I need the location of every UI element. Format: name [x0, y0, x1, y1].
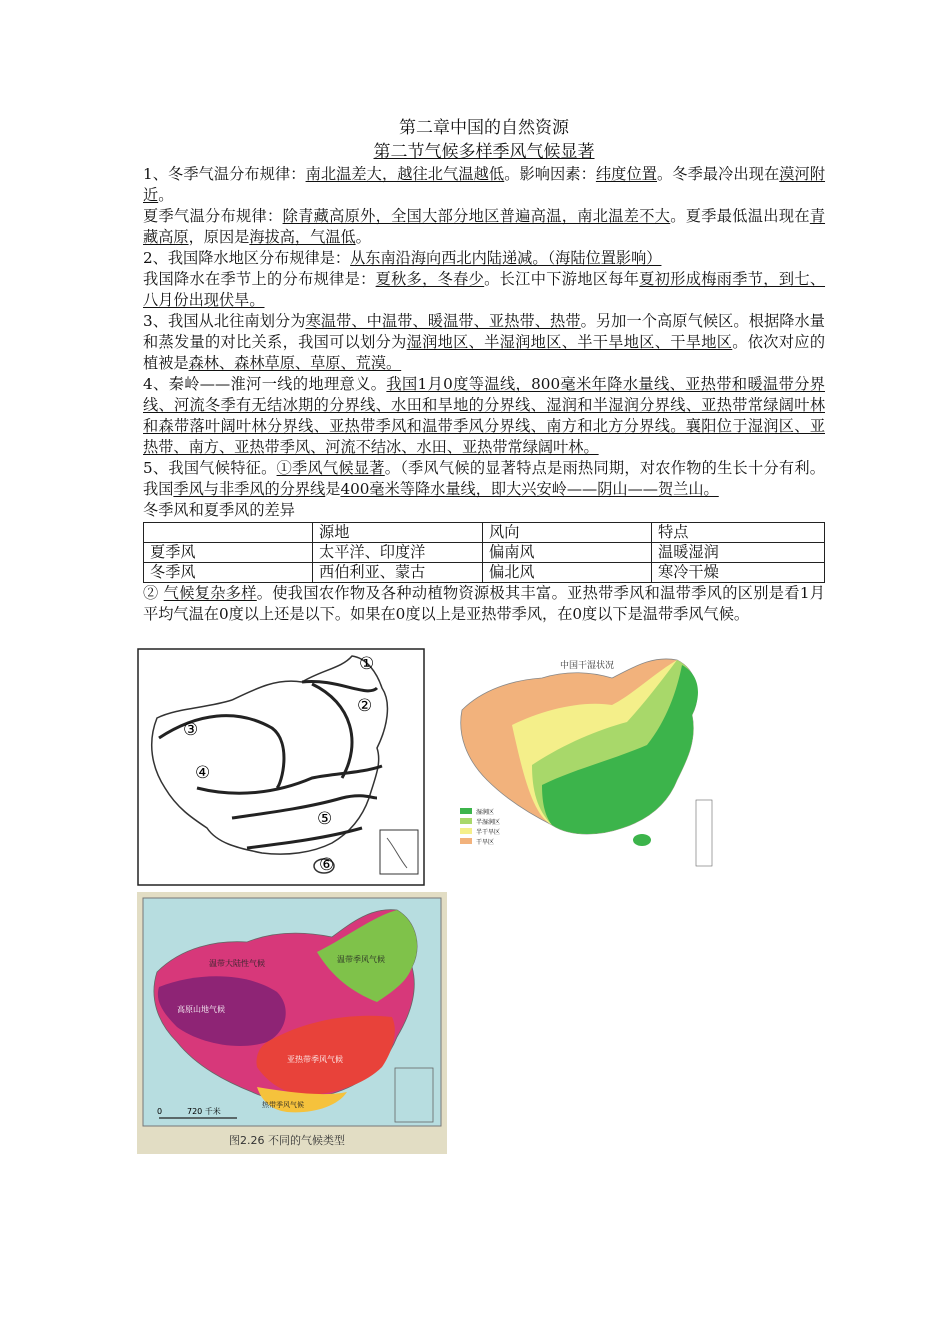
section-title: 第二节气候多样季风气候显著 — [373, 142, 595, 162]
text: 。依次对应的植被是 — [143, 333, 826, 372]
text: 。 — [158, 186, 174, 204]
underlined-text: 森林、森林草原、草原、荒漠。 — [188, 354, 402, 372]
table-header-row — [144, 523, 825, 543]
table-cell: 风向 — [483, 523, 652, 543]
legend-label: 湿润区 — [476, 809, 495, 816]
text: 1、冬季气温分布规律： — [143, 165, 306, 183]
underlined-text: ①季风气候显著 — [276, 459, 385, 477]
text: 。夏季最低温出现在 — [670, 207, 810, 225]
underlined-text: 除青藏高原外，全国大部分地区普遍高温，南北温差不大 — [282, 207, 671, 225]
region-label: 温带大陆性气候 — [209, 959, 265, 968]
dry-wet-map — [452, 650, 714, 870]
text: 4、秦岭——淮河一线的地理意义。 — [143, 375, 387, 393]
paragraph-5 — [143, 311, 825, 374]
legend-swatch — [460, 828, 472, 834]
table-caption: 冬季风和夏季风的差异 — [143, 501, 295, 519]
text: 。 — [355, 228, 371, 246]
underlined-text: 南北温差大，越往北气温越低 — [305, 165, 505, 183]
chapter-title: 第二章中国的自然资源 — [399, 118, 569, 138]
paragraph-1 — [143, 164, 825, 206]
underlined-text: 湿润地区、半湿润地区、半干旱地区、干旱地区 — [406, 333, 733, 351]
document-body — [143, 116, 825, 625]
table-cell: 夏季风 — [144, 543, 313, 563]
table-cell: 偏北风 — [483, 563, 652, 583]
map-label: ⑥ — [319, 855, 335, 875]
legend-swatch — [460, 838, 472, 844]
region-label: 热带季风气候 — [262, 1101, 304, 1109]
legend-swatch — [460, 808, 472, 814]
paragraph-8 — [143, 583, 825, 625]
legend-swatch — [460, 818, 472, 824]
scale-zero: 0 — [157, 1107, 163, 1116]
text: ，原因是 — [188, 228, 250, 246]
underlined-text: 我国1月0度等温线，800毫米年降水量线、亚热带和暖温带分界线、河流冬季有无结冰期的分界线、水田和旱地的分界线、湿润和半湿润分界线、亚热带常绿阔叶林和森带落叶阔叶林分界线、亚热带季风和温带季风分界线、南方和北方分界线。襄阳位于湿润区、亚热带、南方、亚热带季风、河流不结冰、水田、亚热带常绿阔叶林。 — [143, 375, 825, 456]
underlined-text: 青藏高原 — [143, 207, 826, 246]
outline-map — [137, 648, 425, 886]
map-label: ⑤ — [317, 809, 333, 829]
underlined-text: 从东南沿海向西北内陆递减。（海陆位置影响） — [350, 249, 662, 267]
text: 是 — [325, 480, 341, 498]
paragraph-2 — [143, 206, 825, 248]
region-label: 亚热带季风气候 — [287, 1055, 343, 1064]
text: 。另加一个高原气候区。根据降水量和蒸发量的对比关系，我国可以划分为 — [143, 312, 825, 351]
table-cell: 特点 — [652, 523, 825, 543]
legend-label: 半湿润区 — [476, 819, 501, 826]
paragraph-3 — [143, 248, 825, 269]
text: 3、我国从北往南划分为 — [143, 312, 306, 330]
figure-caption: 图2.26 不同的气候类型 — [229, 1134, 345, 1147]
legend-label: 半干旱区 — [476, 829, 501, 836]
underlined-text: 夏秋多，冬春少 — [375, 270, 485, 288]
text: 。影响因素： — [504, 165, 596, 183]
text: 。长江中下游地区每年 — [484, 270, 640, 288]
text: 。冬季最冷出现在 — [657, 165, 780, 183]
text: 我国降水在季节上的分布规律是： — [143, 270, 376, 288]
text: 5、我国气候特征。 — [143, 459, 277, 477]
monsoon-table — [143, 522, 825, 583]
outline-map-figure — [137, 648, 425, 886]
underlined-text: 漠河附近 — [143, 165, 826, 204]
map-label: ④ — [195, 763, 211, 783]
table-row — [144, 543, 825, 563]
dry-wet-map-figure — [452, 650, 714, 870]
text: 2、我国降水地区分布规律是： — [143, 249, 351, 267]
underlined-text: 海拔高，气温低 — [249, 228, 356, 246]
map-label: ① — [359, 654, 375, 674]
underlined-text: 寒温带、中温带、暖温带、亚热带、热带 — [305, 312, 581, 330]
map-title: 中国干湿状况 — [560, 661, 615, 671]
table-cell: 冬季风 — [144, 563, 313, 583]
underlined-text: 纬度位置 — [595, 165, 658, 183]
scale-label: 720 千米 — [187, 1107, 221, 1116]
region-label: 高原山地气候 — [177, 1005, 225, 1014]
underlined-text: 夏初形成梅雨季节，到七、八月份出现伏旱。 — [143, 270, 826, 309]
underlined-text: 季风与非季风的分界线 — [173, 480, 326, 498]
table-cell: 温暖湿润 — [652, 543, 825, 563]
text: 。使我国农作物及各种动植物资源极其丰富。亚热带季风和温带季风的区别是看1月平均气温在0度以上还是以下。如果在0度以上是亚热带季风，在0度以下是温带季风气候。 — [143, 584, 825, 623]
map-label: ③ — [183, 720, 199, 740]
legend-label: 干旱区 — [476, 839, 495, 846]
climate-types-map — [137, 892, 447, 1154]
region-label: 温带季风气候 — [337, 955, 385, 964]
table-row — [144, 563, 825, 583]
paragraph-4 — [143, 269, 825, 311]
table-cell: 太平洋、印度洋 — [313, 543, 483, 563]
paragraph-6 — [143, 374, 825, 458]
table-cell: 寒冷干燥 — [652, 563, 825, 583]
table-cell: 源地 — [313, 523, 483, 543]
table-cell — [144, 523, 313, 543]
map-label: ② — [357, 696, 373, 716]
climate-types-map-figure — [137, 892, 447, 1154]
table-cell: 偏南风 — [483, 543, 652, 563]
underlined-text: 气候复杂多样 — [163, 584, 257, 602]
text: 。（季风气候的显著特点是雨热同期，对农作物的生长十分有利。我国 — [143, 459, 825, 498]
underlined-text: 400毫米等降水量线，即大兴安岭——阴山——贺兰山。 — [340, 480, 719, 498]
text: 夏季气温分布规律： — [143, 207, 283, 225]
paragraph-7 — [143, 458, 825, 500]
table-cell: 西伯利亚、蒙古 — [313, 563, 483, 583]
text: ② — [143, 584, 164, 602]
